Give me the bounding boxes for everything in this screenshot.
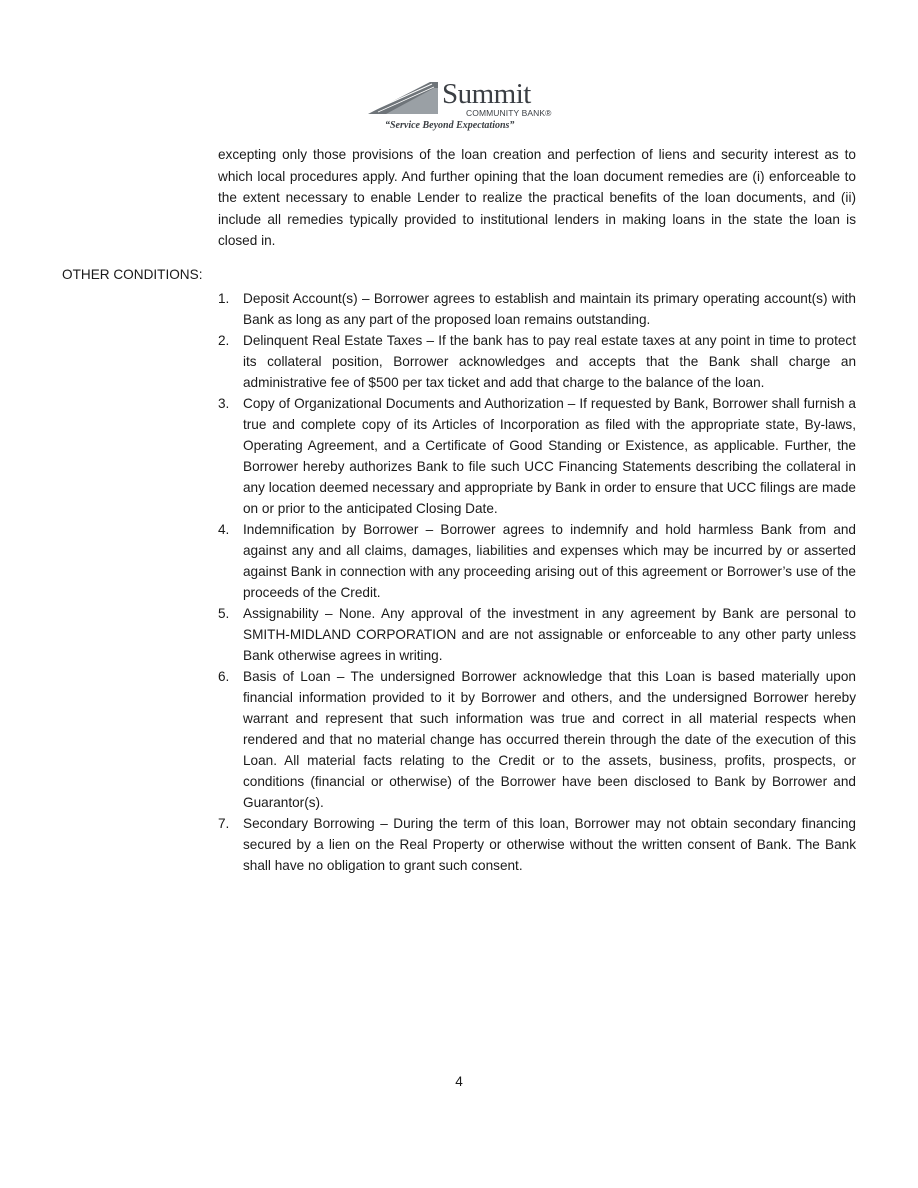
- condition-text: Basis of Loan – The undersigned Borrower acknowledge that this Loan is based materially upon financial information provided to it by Borrower and others, and the undersigned Borrower hereby warrant and represent that such information was true and correct in all material respects when rendered and that no material change has occurred therein through the date of the execution of this Loan. All material facts relating to the Credit or to the assets, business, profits, prospects, or conditions (financial or otherwise) of the Borrower have been disclosed to Bank by Borrower and Guarantor(s).: [243, 669, 856, 810]
- condition-item: [218, 330, 856, 393]
- intro-paragraph: excepting only those provisions of the loan creation and perfection of liens and security interest as to which local procedures apply. And further opining that the loan document remedies are (i) enforceable to the extent necessary to enable Lender to realize the practical benefits of the loan documents, and (ii) include all remedies typically provided to institutional lenders in making loans in the state the loan is closed in.: [218, 147, 856, 249]
- condition-item: [218, 666, 856, 813]
- conditions-list: [218, 288, 856, 876]
- condition-text: Copy of Organizational Documents and Authorization – If requested by Bank, Borrower shall furnish a true and complete copy of its Articles of Incorporation as filed with the appropriate state, By-laws, Operating Agreement, and a Certificate of Good Standing or Existence, as applicable. Further, the Borrower hereby authorizes Bank to file such UCC Financing Statements describing the collateral in any location deemed necessary and appropriate by Bank in order to ensure that UCC filings are made on or prior to the anticipated Closing Date.: [243, 396, 856, 516]
- mountain-logo-icon: [368, 78, 448, 120]
- condition-text: Secondary Borrowing – During the term of this loan, Borrower may not obtain secondary financing secured by a lien on the Real Property or otherwise without the written consent of Bank. The Bank shall have no obligation to grant such consent.: [243, 816, 856, 873]
- condition-number: 2.: [218, 333, 230, 348]
- logo-tagline: “Service Beyond Expectations”: [385, 120, 515, 131]
- condition-item: [218, 813, 856, 876]
- condition-number: 1.: [218, 291, 230, 306]
- condition-item: [218, 603, 856, 666]
- condition-text: Assignability – None. Any approval of the investment in any agreement by Bank are personal to SMITH-MIDLAND CORPORATION and are not assignable or enforceable to any other party unless Bank otherwise agrees in writing.: [243, 606, 856, 663]
- condition-number: 6.: [218, 669, 230, 684]
- other-conditions-heading: OTHER CONDITIONS:: [62, 267, 203, 282]
- page-number: 4: [455, 1074, 463, 1089]
- condition-number: 4.: [218, 522, 230, 537]
- condition-item: [218, 519, 856, 603]
- condition-number: 7.: [218, 816, 230, 831]
- condition-text: Deposit Account(s) – Borrower agrees to establish and maintain its primary operating account(s) with Bank as long as any part of the proposed loan remains outstanding.: [243, 291, 856, 327]
- bank-logo: [368, 78, 558, 138]
- condition-text: Delinquent Real Estate Taxes – If the bank has to pay real estate taxes at any point in time to protect its collateral position, Borrower acknowledges and accepts that the Bank shall charge an administrative fee of $500 per tax ticket and add that charge to the balance of the loan.: [243, 333, 856, 390]
- logo-name: Summit: [442, 78, 531, 110]
- condition-item: [218, 393, 856, 519]
- condition-number: 3.: [218, 396, 230, 411]
- logo-subtitle: COMMUNITY BANK®: [466, 108, 552, 118]
- condition-item: [218, 288, 856, 330]
- registered-mark: ®: [545, 108, 552, 118]
- condition-number: 5.: [218, 606, 230, 621]
- condition-text: Indemnification by Borrower – Borrower agrees to indemnify and hold harmless Bank from and against any and all claims, damages, liabilities and expenses which may be incurred by or asserted against Bank in connection with any proceeding arising out of this agreement or Borrower’s use of the proceeds of the Credit.: [243, 522, 856, 600]
